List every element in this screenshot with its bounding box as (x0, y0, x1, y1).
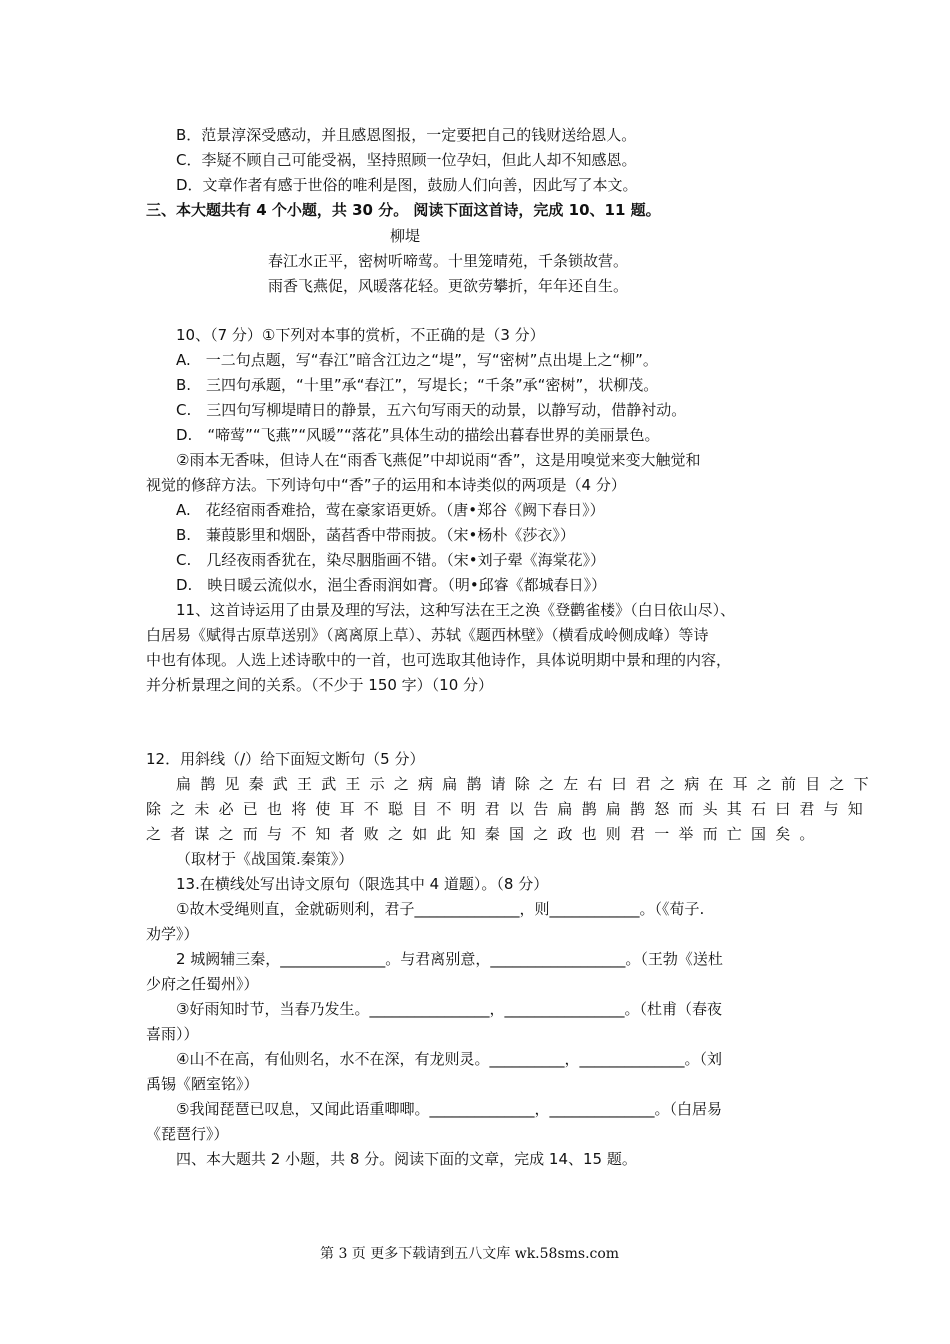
poem-line: 春江水正平，密树听啼莺。十里笼晴苑，千条锁故营。 (268, 252, 629, 270)
page-footer: 第 3 页 更多下载请到五八文库 wk.58sms.com (320, 1246, 620, 1262)
q9-option-c: C．李疑不顾自己可能受祸，坚持照顾一位孕妇，但此人却不知感恩。 (176, 151, 637, 169)
q10-part2-option-d: D. 映日暖云流似水，浥尘香雨润如膏。（明•邱睿《都城春日》） (176, 576, 607, 594)
q13-item: 禹锡《陋室铭》） (146, 1075, 259, 1093)
section-3-heading: 三、本大题共有 4 个小题，共 30 分。 阅读下面这首诗，完成 10、11 题。 (146, 201, 661, 219)
q12-passage: 除之未必已也将使耳不聪目不明君以告扁鹊扁鹊怒而头其石曰君与知 (146, 800, 873, 818)
q12-passage: 扁鹊见秦武王武王示之病扁鹊请除之左右曰君之病在耳之前目之下 (176, 775, 878, 793)
poem-line: 雨香飞燕促，风暖落花轻。更欲劳攀折，年年还自生。 (268, 277, 629, 295)
q10-part2-option-a: A. 花经宿雨香难拾，莺在豪家语更娇。（唐•郑谷《阙下春日》） (176, 501, 605, 519)
q13-item: ③好雨知时节，当春乃发生。________________，________________。（杜甫（春夜 (176, 1000, 722, 1018)
q13-item: ④山不在高，有仙则名，水不在深，有龙则灵。__________，______________。（刘 (176, 1050, 722, 1068)
q13-item: 少府之任蜀州》） (146, 975, 259, 993)
q10-part2-option-c: C. 几经夜雨香犹在，染尽胭脂画不错。（宋•刘子翚《海棠花》） (176, 551, 606, 569)
q10-option-d: D. “啼莺”“飞燕”“风暖”“落花”具体生动的描绘出暮春世界的美丽景色。 (176, 426, 660, 444)
q9-option-d: D．文章作者有感于世俗的唯利是图，鼓励人们向善，因此写了本文。 (176, 176, 638, 194)
q11-text: 白居易《赋得古原草送别》（离离原上草）、苏轼《题西林壁》（横看成岭侧成峰）等诗 (146, 626, 709, 644)
q10-option-a: A. 一二句点题，写“春江”暗含江边之“堤”，写“密树”点出堤上之“柳”。 (176, 351, 658, 369)
q13-stem: 13.在横线处写出诗文原句（限选其中 4 道题）。（8 分） (176, 875, 549, 893)
q11-text: 11、这首诗运用了由景及理的写法，这种写法在王之涣《登鹳雀楼》（白日依山尽）、 (176, 601, 736, 619)
q11-text: 并分析景理之间的关系。（不少于 150 字）（10 分） (146, 676, 494, 694)
q10-part2-option-b: B. 蒹葭影里和烟卧，菡萏香中带雨披。（宋•杨朴《莎衣》） (176, 526, 575, 544)
q13-item: 2 城阙辅三秦，______________。与君离别意，__________________。（王勃《送杜 (176, 950, 723, 968)
q13-item: 《琵琶行》） (146, 1125, 229, 1143)
poem-title: 柳堤 (390, 227, 421, 245)
q12-passage: 之者谋之而与不知者败之如此知秦国之政也则君一举而亡国矣。 (146, 825, 824, 843)
q13-item: ①故木受绳则直，金就砺则利，君子______________，则____________。（《荀子. (176, 900, 705, 918)
q10-part2-text: 视觉的修辞方法。下列诗句中“香”子的运用和本诗类似的两项是（4 分） (146, 476, 626, 494)
section-4-heading: 四、本大题共 2 小题，共 8 分。阅读下面的文章，完成 14、15 题。 (176, 1150, 637, 1168)
q9-option-b: B．范景淳深受感动，并且感恩图报，一定要把自己的钱财送给恩人。 (176, 126, 637, 144)
q13-item: ⑤我闻琵琶已叹息，又闻此语重唧唧。______________，______________。（白居易 (176, 1100, 722, 1118)
q10-part2-text: ②雨本无香味，但诗人在“雨香飞燕促”中却说雨“香”，这是用嗅觉来变大触觉和 (176, 451, 701, 469)
q12-source: （取材于《战国策.秦策》） (176, 850, 354, 868)
q11-text: 中也有体现。人选上述诗歌中的一首，也可选取其他诗作，具体说明期中景和理的内容， (146, 651, 732, 669)
q13-item: 劝学》） (146, 925, 199, 943)
q12-stem: 12．用斜线（/）给下面短文断句（5 分） (146, 750, 425, 768)
q13-item: 喜雨）） (146, 1025, 199, 1043)
q10-stem: 10、（7 分）①下列对本事的赏析，不正确的是（3 分） (176, 326, 545, 344)
q10-option-c: C. 三四句写柳堤晴日的静景，五六句写雨天的动景，以静写动，借静衬动。 (176, 401, 687, 419)
q10-option-b: B. 三四句承题，“十里”承“春江”，写堤长；“千条”承“密树”，状柳茂。 (176, 376, 659, 394)
